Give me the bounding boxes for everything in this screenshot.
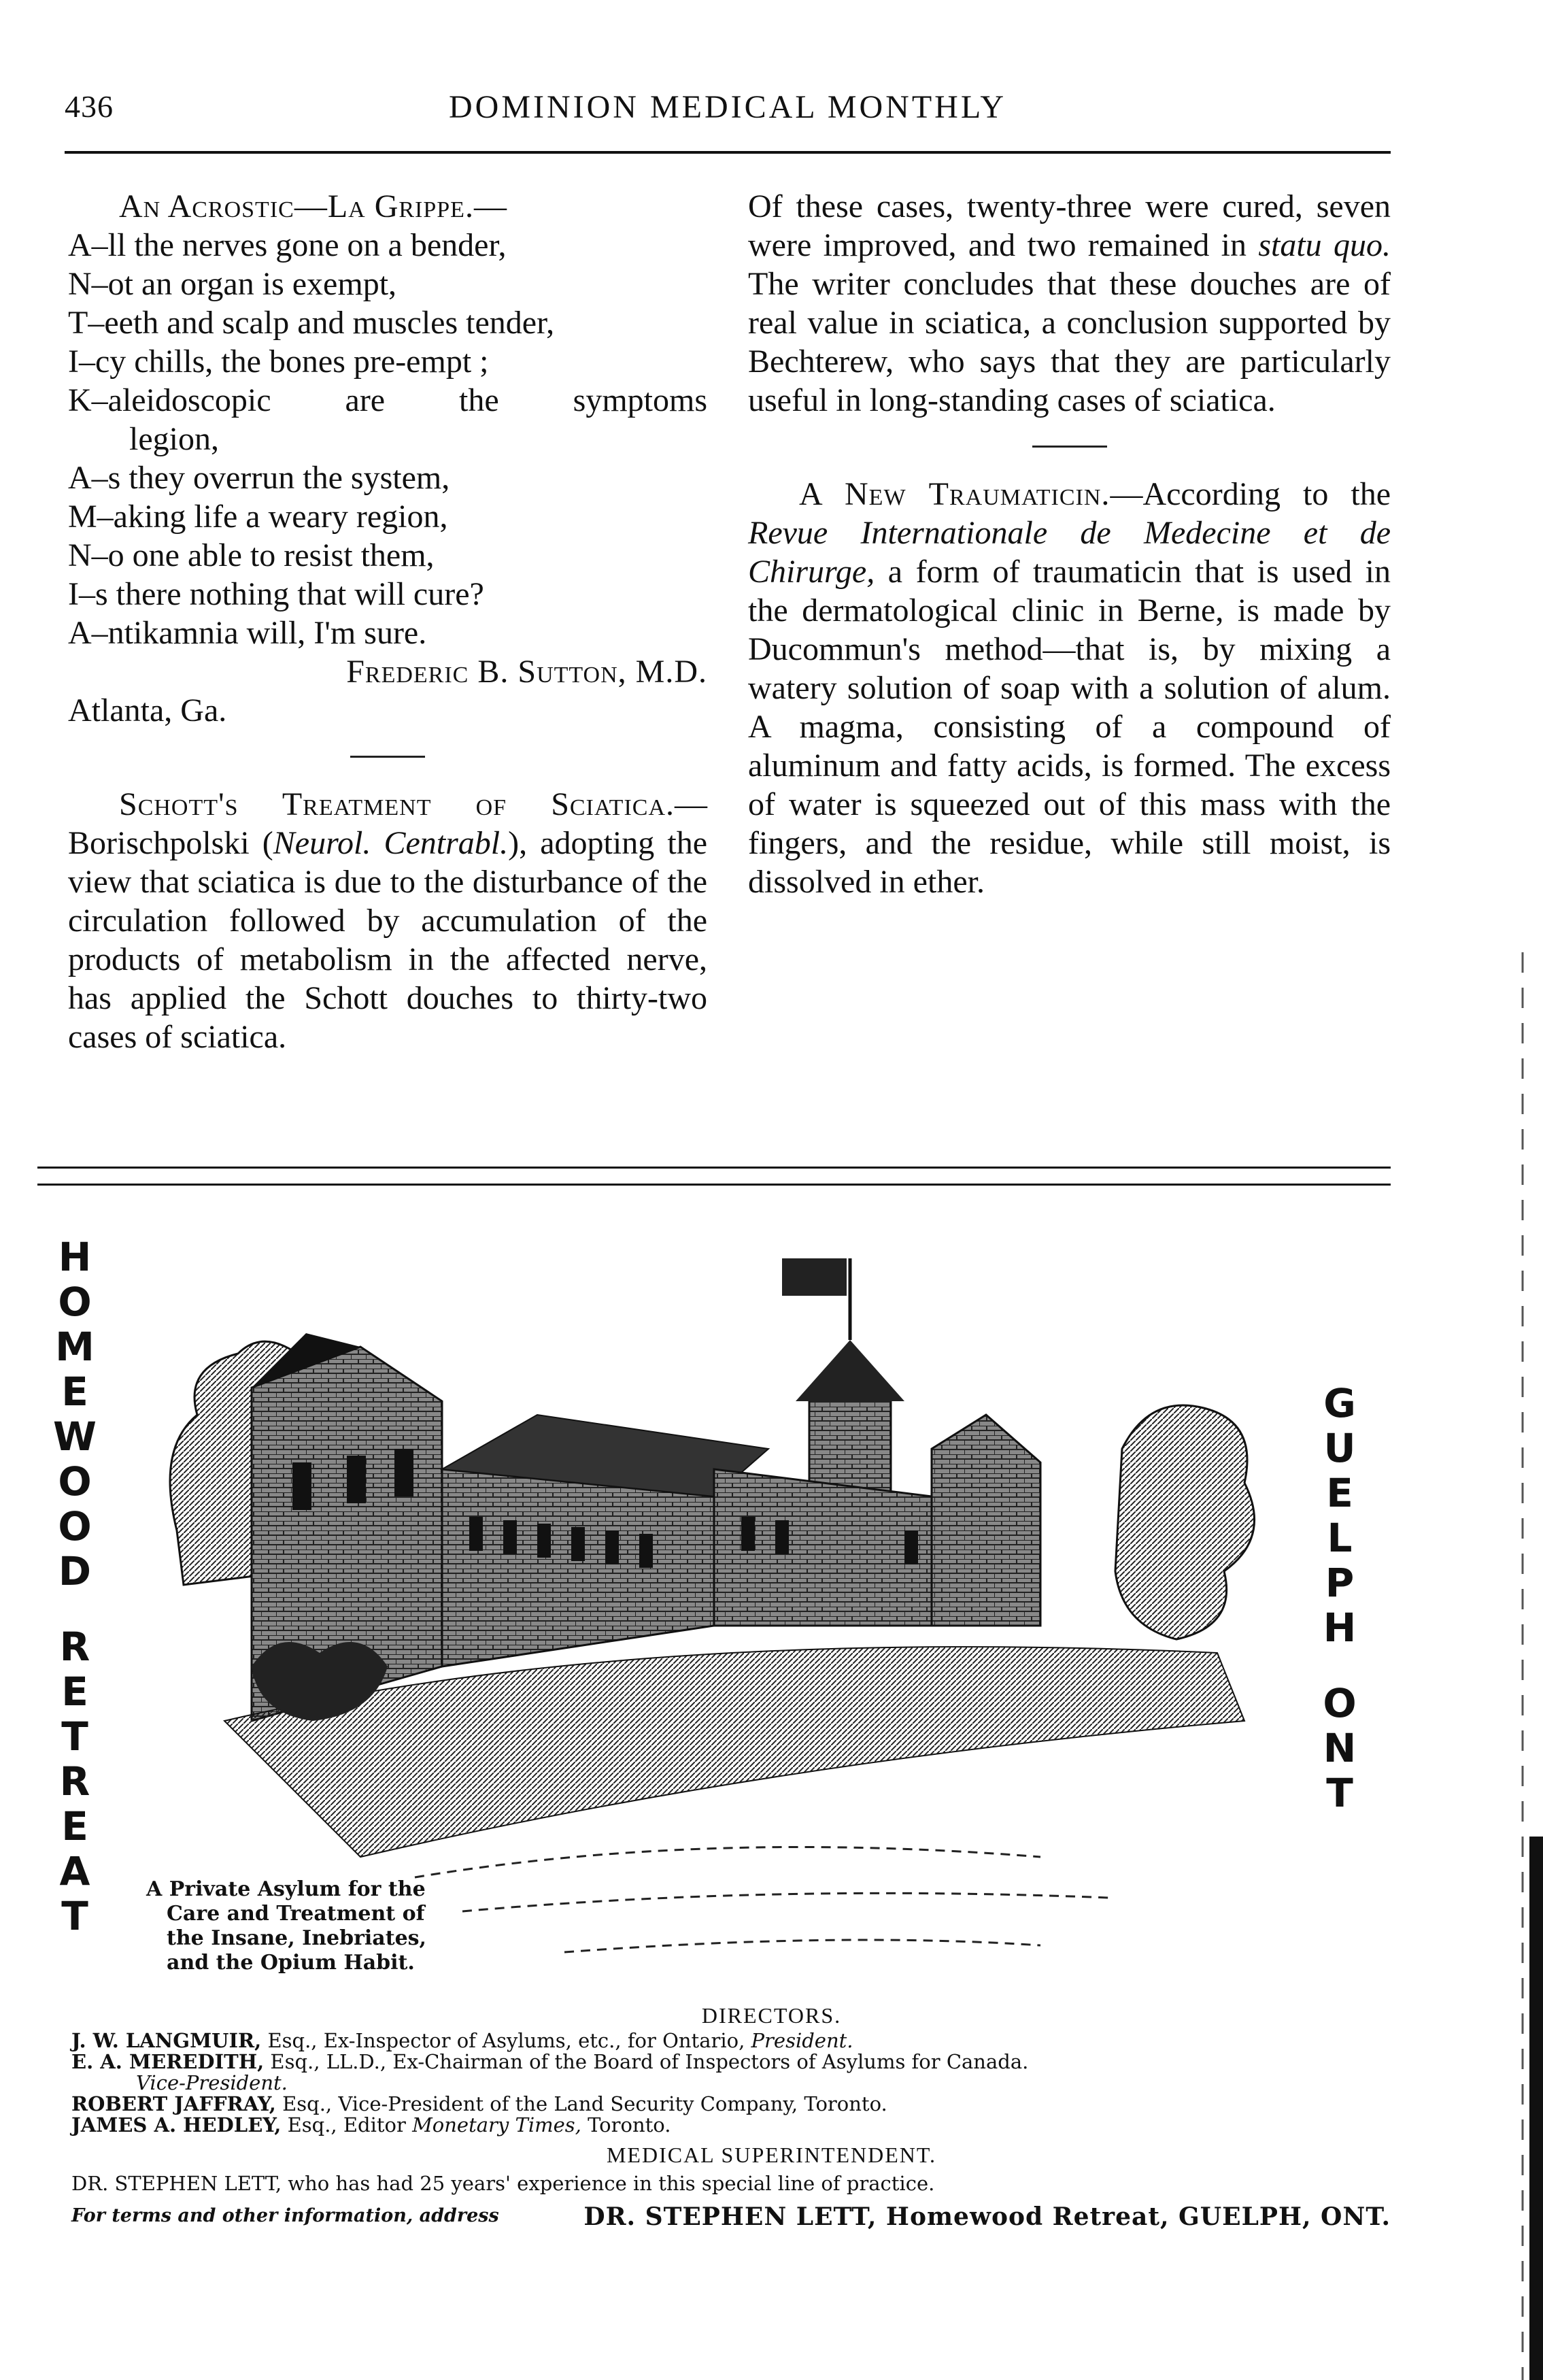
author-signature: Frederic B. Sutton, M.D. [346, 654, 707, 690]
traumaticin-title: A New Traumaticin. [799, 476, 1110, 512]
scan-binding-edge [1502, 0, 1543, 2380]
directors-list [71, 2030, 1377, 2136]
acrostic-line-7: A–s they overrun the system, [68, 460, 450, 496]
director-row: J. W. LANGMUIR, Esq., Ex-Inspector of Asylums, etc., for Ontario, President. [71, 2029, 853, 2052]
schott-article: Schott's Treatment of Sciatica.—Borischpolski (Neurol. Centrabl.), adopting the view that sciatica is due to the disturbance of the circulation followed by accumulation of the products of metabolism in the affected nerve, has applied the Schott douches to thirty-two cases of sciatica. [68, 786, 707, 1055]
acrostic-line-8: M–aking life a weary region, [68, 499, 448, 535]
running-title: DOMINION MEDICAL MONTHLY [448, 89, 1006, 125]
author-location: Atlanta, Ga. [68, 692, 227, 728]
section-divider-2 [1032, 446, 1107, 448]
left-column [68, 187, 707, 1056]
traumaticin-article: A New Traumaticin.—According to the Revue Internationale de Medecine et de Chirurge, a form of traumaticin that is used in the dermatological clinic in Berne, is made by Ducommun's method—that is, by mixing a watery solution of soap with a solution of alum. A magma, consisting of a compound of aluminum and fatty acids, is formed. The excess of water is squeezed out of this mass with the fingers, and the residue, while still moist, is dissolved in ether. [748, 476, 1391, 900]
superintendent-heading: MEDICAL SUPERINTENDENT. [606, 2143, 937, 2167]
acrostic-line-3: T–eeth and scalp and muscles tender, [68, 305, 555, 341]
acrostic-line-6: legion, [129, 421, 219, 457]
directors-heading: DIRECTORS. [701, 2003, 842, 2028]
director-row-vice: Vice-President. [136, 2071, 288, 2094]
acrostic-line-2: N–ot an organ is exempt, [68, 266, 397, 302]
acrostic-line-1: A–ll the nerves gone on a bender, [68, 227, 507, 263]
contact-footer [71, 2202, 1391, 2236]
journal-name: Neurol. Centrabl. [273, 825, 509, 861]
contact-footer-left: For terms and other information, address [71, 2205, 499, 2226]
header-rule [65, 151, 1391, 154]
asylum-line-4: and the Opium Habit. [167, 1951, 415, 1975]
acrostic-line-4: I–cy chills, the bones pre-empt ; [68, 343, 489, 380]
vertical-title-guelph-ont: G U E L P H O N T [1323, 1380, 1357, 1816]
ad-rule-top [37, 1167, 1391, 1169]
page-number: 436 [65, 89, 114, 124]
ad-rule-bottom [37, 1184, 1391, 1186]
asylum-line-2: Care and Treatment of [167, 1902, 425, 1926]
acrostic-line-11: A–ntikamnia will, I'm sure. [68, 615, 427, 651]
asylum-line-1: A Private Asylum for the [146, 1877, 426, 1901]
contact-footer-right: DR. STEPHEN LETT, Homewood Retreat, GUELPH, ONT. [583, 2202, 1391, 2231]
asylum-line-3: the Insane, Inebriates, [167, 1926, 426, 1950]
section-divider [350, 756, 425, 758]
vertical-title-homewood-retreat: H O M E W O O D R E T R E A T [53, 1234, 97, 1939]
asylum-description [146, 1877, 554, 1975]
director-row: JAMES A. HEDLEY, Esq., Editor Monetary Times, Toronto. [71, 2113, 671, 2136]
acrostic-line-5: K–aleidoscopic are the symptoms [68, 382, 707, 418]
director-row: E. A. MEREDITH, Esq., LL.D., Ex-Chairman of the Board of Inspectors of Asylums for Canada. [71, 2050, 1029, 2073]
acrostic-line-10: I–s there nothing that will cure? [68, 576, 484, 612]
journal-name-2: Revue Internationale de Medecine et de Chirurge, [748, 515, 1391, 590]
schott-continuation: Of these cases, twenty-three were cured, seven were improved, and two remained in statu quo. The writer concludes that these douches are of real value in sciatica, a conclusion supported by Bechterew, who says that they are particularly useful in long-standing cases of sciatica. [748, 188, 1391, 418]
page-header [65, 88, 1391, 136]
schott-title: Schott's Treatment of Sciatica. [119, 786, 675, 822]
acrostic-title: An Acrostic—La Grippe.— [119, 188, 507, 224]
acrostic-line-9: N–o one able to resist them, [68, 537, 435, 573]
right-column [748, 187, 1391, 901]
superintendent-line: DR. STEPHEN LETT, who has had 25 years' experience in this special line of practice. [71, 2172, 935, 2195]
director-row: ROBERT JAFFRAY, Esq., Vice-President of the Land Security Company, Toronto. [71, 2092, 887, 2115]
